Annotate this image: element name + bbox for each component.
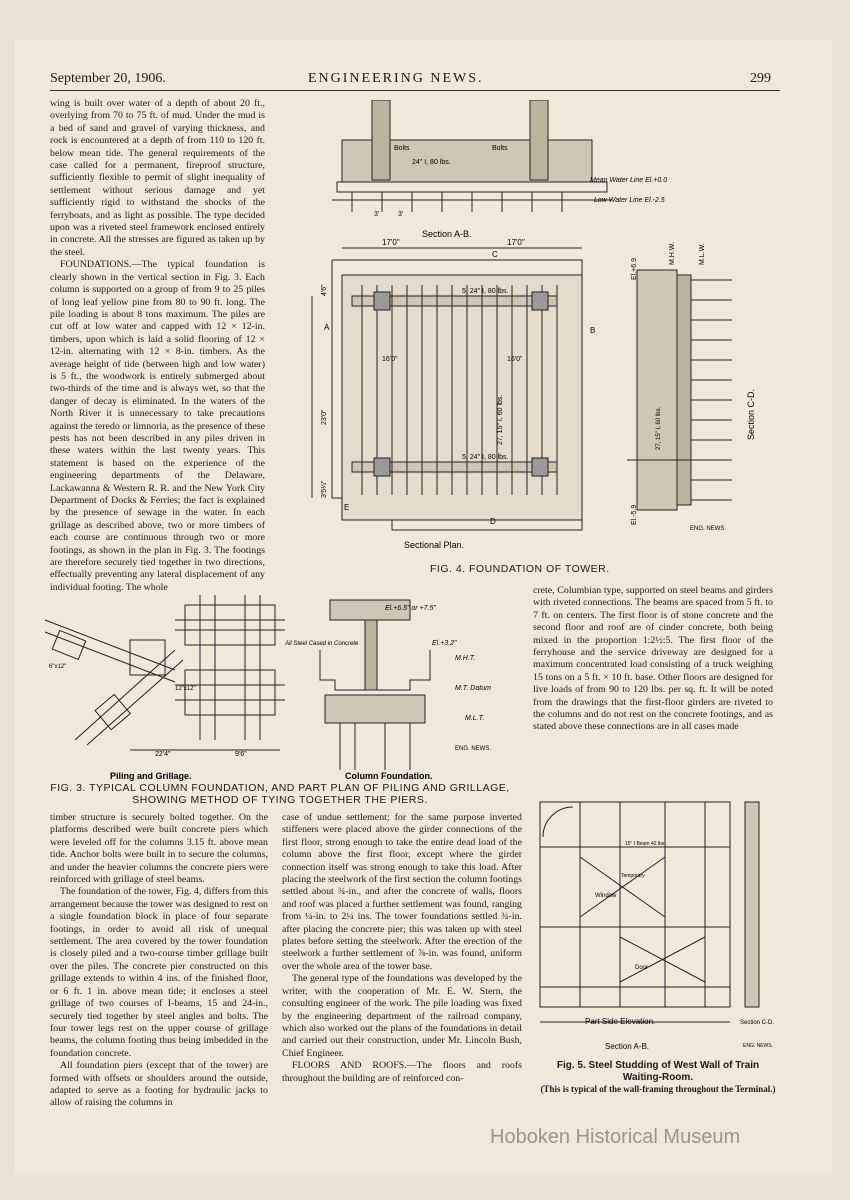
dim-3-a: 3' xyxy=(374,211,380,218)
low-water-label: Low Water Line El.-2.5 xyxy=(594,197,665,204)
left-column-bottom xyxy=(50,812,268,1110)
dim-23: 23'0" xyxy=(321,409,328,425)
museum-watermark: Hoboken Historical Museum xyxy=(490,1126,741,1148)
fig3-credit: ENG. NEWS. xyxy=(455,746,492,752)
fig3-title: FIG. 3. TYPICAL COLUMN FOUNDATION, AND PART PLAN OF PILING AND GRILLAGE, SHOWING METHOD OF TYING TOGETHER THE PIERS. xyxy=(50,782,510,806)
fig5-beam-label: 15" I Beam 42 lbs. xyxy=(625,841,666,847)
paragraph: wing is built over water of a depth of about 20 ft., overlying from 70 to 75 ft. of mud. Under the mud is a bed of sand and gravel of varying thickness, and rock is encountered at a depth of from 110 to 120 ft. below mean tide. The general requirements of the case called for a permanent, fireproof structure, sufficiently flexible to permit of slight inequality of settlement without serious damage and yet sufficiently rigid to withstand the shocks of the ferryboats, and as light as possible. The type decided upon was a riveted steel framework enclosed entirely in concrete. All the stresses are figured as taken up by the steel. xyxy=(50,98,265,258)
left-column-top xyxy=(50,98,265,594)
fig4-credit: ENG. NEWS. xyxy=(690,526,727,532)
dim-16-b: 16'0" xyxy=(507,356,523,363)
fig4-section-cd xyxy=(627,270,732,510)
el-3-2: El.+3.2" xyxy=(432,640,457,647)
bolts-left-label: Bolts xyxy=(394,145,410,152)
dim-4-6: 4'6" xyxy=(321,284,328,296)
bolts-right-label: Bolts xyxy=(492,145,508,152)
fig5-window-label: Window xyxy=(595,893,617,899)
label-c: C xyxy=(492,250,498,259)
paragraph: All foundation piers (except that of the tower) are formed with offsets or shoulders around the outside, adapted to serve as a footing for hydraulic jacks to allow of raising the columns in xyxy=(50,1060,268,1109)
dim-12x12: 12"x12" xyxy=(175,686,196,692)
paragraph: The foundation of the tower, Fig. 4, differs from this arrangement because the tower was designed to rest on a single foundation block in place of four separate footings, in order to avoid all risk of unequal settlement. The area covered by the tower foundation is closely piled and a two-course timber grillage built over the piles. The concrete pier constructed on this grillage extends to within 4 ins. of the finished floor, or 6 ft. 1 in. above mean tide; it encloses a steel grillage of two courses of I-beams, 15 and 24-in., securely tied together by steel angles and bolts. The four tower legs rest on the upper course of grillage beams, the column footing thus being imbedded in the foundation concrete. xyxy=(50,886,268,1059)
piling-caption: Piling and Grillage. xyxy=(110,771,192,781)
piling-and-grillage xyxy=(45,595,285,750)
mlt-label: M.L.T. xyxy=(465,715,485,722)
plan-beam-top-label: 5, 24" I, 80 lbs. xyxy=(462,288,509,295)
middle-column-bottom xyxy=(282,812,522,1085)
mt-datum-label: M.T. Datum xyxy=(455,685,491,692)
mlw-label: M.L.W. xyxy=(699,243,706,265)
page-number: 299 xyxy=(750,71,771,86)
fig5-credit: ENG. NEWS. xyxy=(743,1043,774,1049)
paragraph: crete, Columbian type, supported on steel beams and girders with riveted connections. The beams are spaced from 5 ft. to 7 ft. on centers. The first floor is of stone concrete and the second floor and roof are of cinder concrete, both being mixed in the proportion 1:2½:5. The first floor of the ferryhouse and the service driveway are designed for a maximum concentrated load consisting of a truck weighing 15 tons on a 5 ft. × 10 ft. base. Other floors are designed for live loads of from 90 to 120 lbs. per sq. ft. It will be noted from the drawings that the first-floor girders are riveted to the columns and do not rest on the concrete footings, and as stated above these connections are in all cases made xyxy=(533,585,773,733)
paragraph-foundations: FOUNDATIONS.—The typical foundation is clearly shown in the vertical section in Fig. 3. Each column is supported on a group of from 9 to 25 piles of long leaf yellow pine from 80 to 90 ft. long. The pile loading is about 8 tons maximum. The piles are cut off at low water and capped with 12 × 12-in. timbers, upon which is laid a solid flooring of 12 × 12-in. alternating with 12 × 8-in. timbers. As the average height of tide (between high and low water) is 5 ft., the woodwork is entirely submerged about two-thirds of the time and is always wet, so that the danger of decay is eliminated. In the waters of the North River it is unnecessary to take precautions against the teredo or limnoria, as the presence of these pests has not been described in any piles driven in these waters within the last twenty years. This statement is based on the experience of the engineering departments of the Delaware, Lackawanna & Western R. R. and the New York City Department of Docks & Ferries; the fact is explained by the presence of sewage in the water. In each grillage as described above, two or more timbers of each course are continuous through two or more footings, as shown in the plan in Fig. 3. The footings are therefore securely tied together in two directions, effectually preventing any lateral displacement of any individual footing. The whole xyxy=(50,259,265,593)
label-b: B xyxy=(590,326,596,335)
el-top: El.+6.5" or +7.5" xyxy=(385,605,436,612)
sectional-plan-caption: Sectional Plan. xyxy=(404,540,465,550)
fig5-section-cd: Section C-D. xyxy=(740,1020,775,1026)
column-caption: Column Foundation. xyxy=(345,771,433,781)
fig5-note: (This is typical of the wall-framing throughout the Terminal.) xyxy=(540,1084,776,1094)
label-a: A xyxy=(324,323,330,332)
mean-water-label: Mean Water Line El.+0.0 xyxy=(590,177,668,184)
section-cd-caption: Section C-D. xyxy=(746,388,756,440)
dim-17-b: 17'0" xyxy=(507,238,525,247)
journal-title: ENGINEERING NEWS. xyxy=(308,71,484,86)
plan-beam-vert-label: 27, 15" I, 60 lbs. xyxy=(497,394,504,445)
label-d: D xyxy=(490,517,496,526)
fig5-door-label: Door xyxy=(635,965,649,971)
paragraph: timber structure is securely bolted together. On the platforms described were built concrete piers which were leveled off for the columns 3.15 ft. above mean tide. Anchor bolts were built in to secure the columns, and under the heavier columns the concrete piers were reinforced with grillage of steel beams. xyxy=(50,812,268,886)
el-6-9: El.+6.9 xyxy=(631,258,638,280)
paragraph: case of undue settlement; for the same purpose inverted stiffeners were placed above the girder connections of the first floor, strong enough to take the entire dead load of the column above the first floor, except where the girder connection itself was strong enough to take this load. After placing the steelwork of the first section the column footings settled about ¾-in., and after the concrete of walls, floors and roof was placed a further settlement was found, ranging from ¼-in. to 2¼ ins. The tower foundations settled ¾-in. after placing the concrete pier; this was taken up with steel plates before setting the steelwork. After the erection of the steelwork a further settlement of ⅞-in. was found, uniform over the whole area of the tower base. xyxy=(282,812,522,972)
dim-17-a: 17'0" xyxy=(382,238,400,247)
right-column-text xyxy=(533,585,773,734)
plan-beam-bottom-label: 5, 24" I, 80 lbs. xyxy=(462,454,509,461)
mht-label: M.H.T. xyxy=(455,655,476,662)
fig3-drawings xyxy=(35,590,535,790)
fig5-title: Fig. 5. Steel Studding of West Wall of Train Waiting-Room. xyxy=(556,1060,760,1083)
dim-3-5: 3'5¼" xyxy=(321,480,328,498)
section-ab-caption: Section A-B. xyxy=(422,229,472,239)
label-e: E xyxy=(344,503,350,512)
all-steel-label: All Steel Cased in Concrete xyxy=(285,641,359,647)
header-date: September 20, 1906. xyxy=(50,71,166,86)
fig4-title: FIG. 4. FOUNDATION OF TOWER. xyxy=(430,563,610,575)
dim-3-b: 3' xyxy=(398,211,404,218)
fig5-temporary-label: Temporary xyxy=(621,873,645,879)
column-foundation xyxy=(320,600,430,770)
page-header xyxy=(50,71,780,95)
mhw-label: M.H.W. xyxy=(669,242,676,265)
fig4-sectional-plan xyxy=(312,248,582,530)
header-rule xyxy=(50,90,780,91)
fig4-section-ab xyxy=(332,100,612,212)
dim-22-4: 22'4" xyxy=(155,751,171,758)
el-5-9: El.-5.9 xyxy=(631,504,638,525)
section-cd-beam-label: 27, 15" I, 60 lbs. xyxy=(656,406,662,450)
paragraph: The general type of the foundations was developed by the writer, with the cooperation of Mr. E. W. Stern, the consulting engineer of the work. The pile loading was fixed by the engineering department of the railroad company, which also worked out the plans of the foundations in detail and carried out their construction, under Mr. Lincoln Bush, Chief Engineer. xyxy=(282,973,522,1059)
dim-9-6: 9'6" xyxy=(235,751,247,758)
section-ab-beam-label: 24" I, 80 lbs. xyxy=(412,159,451,166)
fig5-section-ab: Section A-B. xyxy=(605,1042,650,1051)
fig4-drawings xyxy=(292,100,762,570)
paragraph-floors: FLOORS AND ROOFS.—The floors and roofs throughout the building are of reinforced con- xyxy=(282,1060,522,1084)
fig5-drawing xyxy=(535,797,785,1057)
dim-6x12: 6"x12" xyxy=(49,664,67,670)
fig5-part-side: Part Side Elevation. xyxy=(585,1017,656,1026)
dim-16-a: 16'0" xyxy=(382,356,398,363)
